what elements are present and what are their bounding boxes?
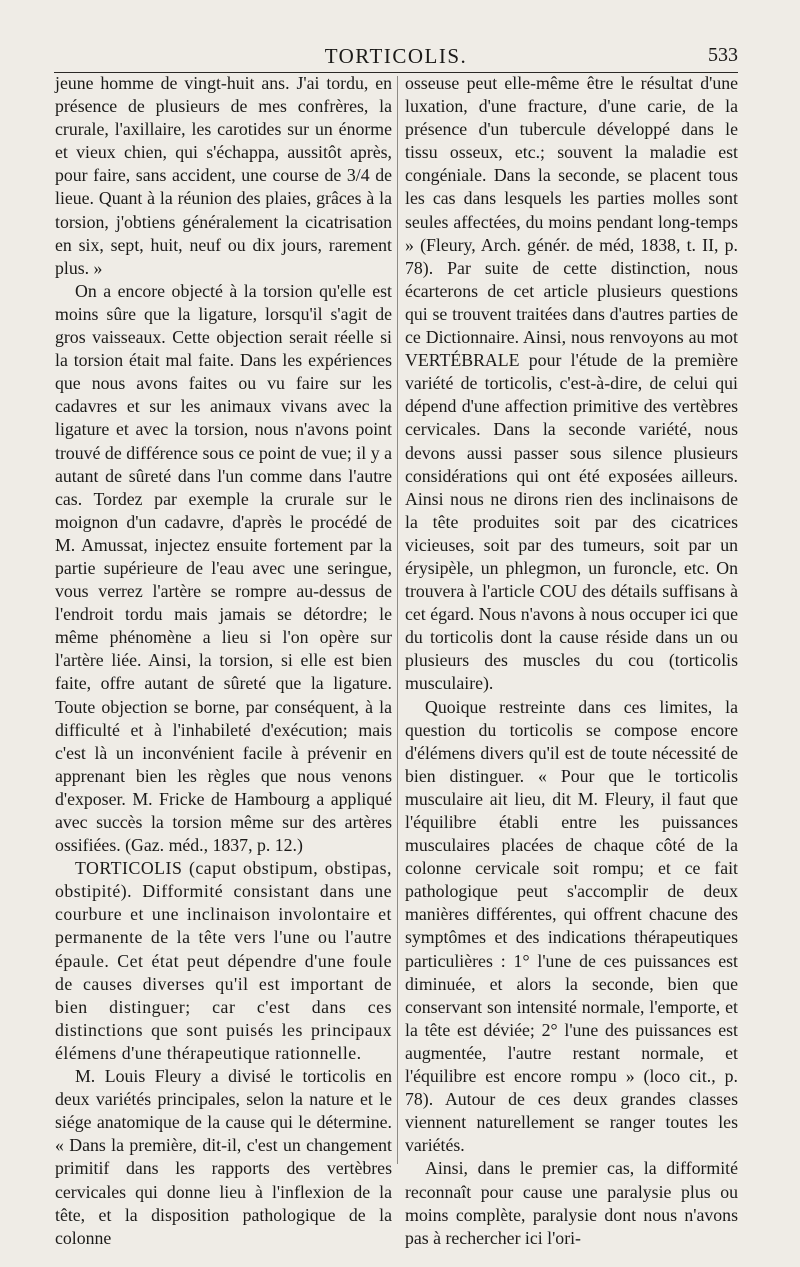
paragraph <box>55 72 392 280</box>
paragraph <box>405 696 738 1158</box>
paragraph-headword-entry <box>55 857 392 1065</box>
paragraph <box>55 280 392 857</box>
right-column <box>405 72 738 1250</box>
paragraph-text: jeune homme de vingt-huit ans. J'ai tordu, en présence de plusieurs de mes confrères, la crurale, l'axillaire, les carotides sur un énorme et vieux chien, qui s'échappa, aussitôt après, pour faire, sans accident, une course de 3/4 de lieue. Quant à la réunion des plaies, grâces à la torsion, j'obtiens généralement la cicatrisation en six, sept, huit, neuf ou dix jours, rarement plus. » <box>55 73 392 278</box>
left-column <box>55 72 392 1250</box>
paragraph-text: Quoique restreinte dans ces limites, la question du torticolis se compose encore d'élémens divers qu'il est de toute nécessité de bien distinguer. « Pour que le torticolis musculaire ait lieu, dit M. Fleury, il faut que l'équilibre établi entre les puissances musculaires placées de chaque côté de la colonne cervicale soit rompu; et ce fait pathologique peut s'accomplir de deux manières différentes, qui offrent chacune des symptômes et des indications thérapeutiques particulières : 1° l'une de ces puissances est diminuée, et alors la seconde, bien que conservant son intensité normale, l'emporte, et la tête est déviée; 2° l'une des puissances est augmentée, l'autre restant normale, et l'équilibre est encore rompu » (loco cit., p. 78). Autour de ces deux grandes classes viennent naturellement se ranger toutes les variétés. <box>405 696 738 1156</box>
page-header <box>54 42 738 73</box>
column-divider <box>397 76 398 1164</box>
paragraph <box>55 1065 392 1250</box>
paragraph-text: On a encore objecté à la torsion qu'elle est moins sûre que la ligature, lorsqu'il s'agit de gros vaisseaux. Cette objection serait réelle si la torsion était mal faite. Dans les expériences que nous avons faites ou vu faire sur les cadavres et sur les animaux vivans avec la ligature et avec la torsion, nous n'avons point trouvé de différence sous ce point de vue; il y a autant de sûreté dans l'un comme dans l'autre cas. Tordez par exemple la crurale sur le moignon d'un cadavre, d'après le procédé de M. Amussat, injectez ensuite fortement par la partie supérieure de l'eau avec une seringue, vous verrez l'artère se rompre au-dessus de l'endroit tordu mais jamais se détordre; le même phénomène a lieu si l'on opère sur l'artère liée. Ainsi, la torsion, si elle est bien faite, offre autant de sûreté que la ligature. Toute objection se borne, par conséquent, à la difficulté et à l'inhabileté d'exécution; mais c'est là un inconvénient facile à prévenir en apprenant bien les règles que nous venons d'exposer. M. Fricke de Hambourg a appliqué avec succès la torsion même sur des artères ossifiées. (Gaz. méd., 1837, p. 12.) <box>55 280 392 856</box>
paragraph-text: M. Louis Fleury a divisé le torticolis en deux variétés principales, selon la nature et le siége anatomique de la cause qui le détermine. « Dans la première, dit-il, c'est un changement primitif dans les rapports des vertèbres cervicales qui donne lieu à l'inflexion de la tête, et la disposition pathologique de la colonne <box>55 1066 392 1248</box>
paragraph <box>405 1157 738 1249</box>
paragraph-text: Ainsi, dans le premier cas, la difformité reconnaît pour cause une paralysie plus ou moins complète, paralysie dont nous n'avons pas à rechercher ici l'ori- <box>405 1158 738 1248</box>
paragraph-text: TORTICOLIS (caput obstipum, obstipas, obstipité). Difformité consistant dans une courbure et une inclinaison involontaire et permanente de la tête vers l'une ou l'autre épaule. Cet état peut dépendre d'une foule de causes diverses qu'il est important de bien distinguer; car c'est dans ces distinctions que sont puisés les principaux élémens d'une thérapeutique rationnelle. <box>55 858 392 1063</box>
page-number: 533 <box>708 44 738 66</box>
running-title: TORTICOLIS. <box>324 44 468 68</box>
paragraph <box>405 72 738 696</box>
paragraph-text: osseuse peut elle-même être le résultat d'une luxation, d'une fracture, d'une carie, de la présence d'un tubercule développé dans le tissu osseux, etc.; souvent la maladie est congéniale. Dans la seconde, se placent tous les cas dans lesquels les parties molles sont seules affectées, du moins pendant long-temps » (Fleury, Arch. génér. de méd, 1838, t. II, p. 78). Par suite de cette distinction, nous écarterons de cet article plusieurs questions qui se trouvent traitées dans d'autres parties de ce Dictionnaire. Ainsi, nous renvoyons au mot VERTÉBRALE pour l'étude de la première variété de torticolis, c'est-à-dire, de celui qui dépend d'une affection primitive des vertèbres cervicales. Dans la seconde variété, nous devons aussi passer sous silence plusieurs considérations qui ont été exposées ailleurs. Ainsi nous ne dirons rien des inclinaisons de la tête produites soit par des cicatrices vicieuses, soit par des tumeurs, soit par un érysipèle, un phlegmon, un furoncle, etc. On trouvera à l'article COU des détails suffisans à cet égard. Nous n'avons à nous occuper ici que du torticolis dont la cause réside dans un ou plusieurs des muscles du cou (torticolis musculaire). <box>405 73 738 694</box>
